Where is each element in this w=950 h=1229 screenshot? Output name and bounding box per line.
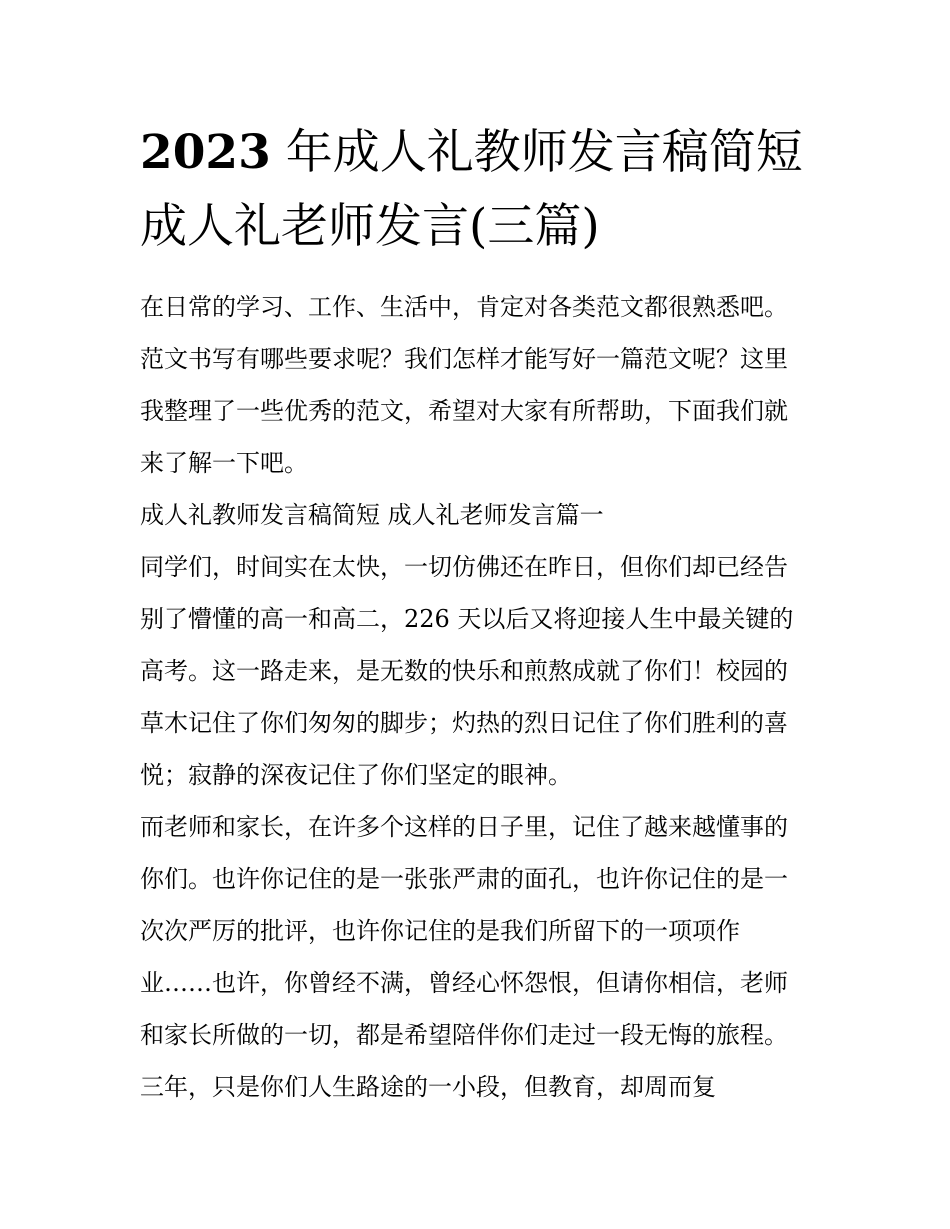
paragraph-2-line-1: 而老师和家长，在许多个这样的日子里，记住了越来越懂事的 [140, 813, 788, 841]
document-title [140, 116, 830, 264]
paragraph-1-line-4: 草木记住了你们匆匆的脚步；灼热的烈日记住了你们胜利的喜 [140, 709, 788, 737]
paragraph-3-line-1: 三年，只是你们人生路途的一小段，但教育，却周而复 [140, 1073, 716, 1101]
title-line-1-text: 年成人礼教师发言稿简短 [270, 125, 803, 180]
title-year: 2023 [140, 125, 271, 180]
document-body [140, 281, 820, 1113]
intro-line-3: 我整理了一些优秀的范文，希望对大家有所帮助，下面我们就 [140, 397, 788, 425]
section-heading: 成人礼教师发言稿简短 成人礼老师发言篇一 [140, 501, 604, 529]
paragraph-2-line-5: 和家长所做的一切，都是希望陪伴你们走过一段无悔的旅程。 [140, 1021, 788, 1049]
paragraph-2-line-3: 次次严厉的批评，也许你记住的是我们所留下的一项项作 [140, 917, 740, 945]
paragraph-2-line-2: 你们。也许你记住的是一张张严肃的面孔，也许你记住的是一 [140, 865, 788, 893]
title-line-1 [140, 116, 830, 190]
intro-line-1: 在日常的学习、工作、生活中，肯定对各类范文都很熟悉吧。 [140, 293, 788, 321]
paragraph-1-line-2: 别了懵懂的高一和高二，226 天以后又将迎接人生中最关键的 [140, 605, 794, 633]
paragraph-1-line-3: 高考。这一路走来，是无数的快乐和煎熬成就了你们！校园的 [140, 657, 788, 685]
paragraph-1-line-5: 悦；寂静的深夜记住了你们坚定的眼神。 [140, 761, 572, 789]
paragraph-1-line-1: 同学们，时间实在太快，一切仿佛还在昨日，但你们却已经告 [140, 553, 788, 581]
intro-line-4: 来了解一下吧。 [140, 449, 308, 477]
intro-line-2: 范文书写有哪些要求呢？我们怎样才能写好一篇范文呢？这里 [140, 345, 788, 373]
paragraph-2-line-4: 业……也许，你曾经不满，曾经心怀怨恨，但请你相信，老师 [140, 969, 788, 997]
title-line-2: 成人礼老师发言(三篇) [140, 199, 600, 254]
